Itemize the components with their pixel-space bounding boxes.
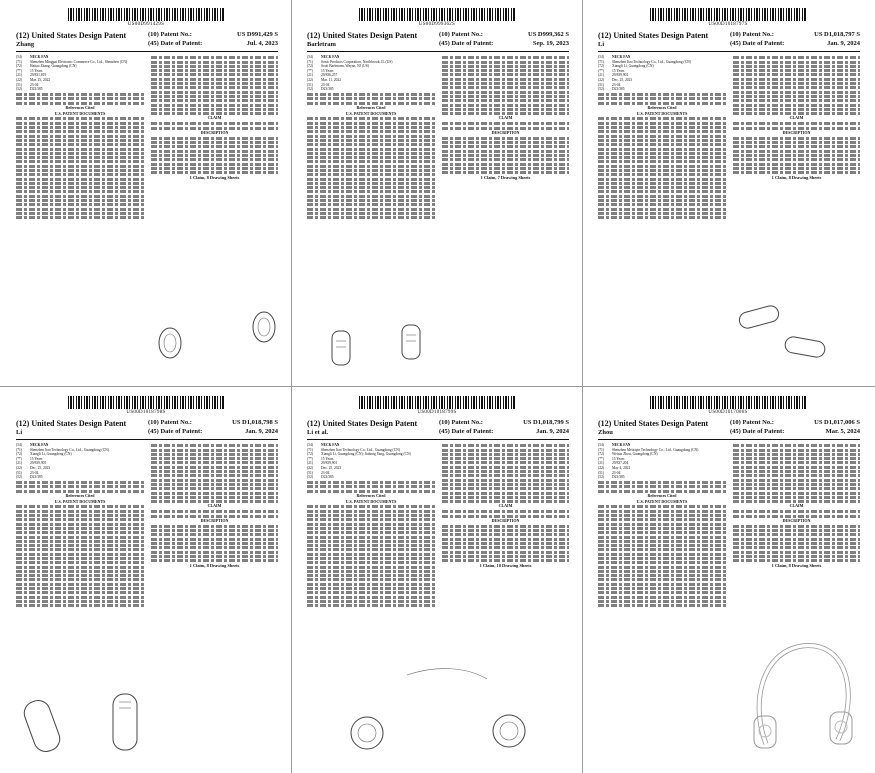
date-of-patent: Jan. 9, 2024 — [827, 40, 860, 47]
inventor-line: Zhang — [16, 41, 35, 48]
claim-heading: CLAIM — [207, 503, 222, 509]
patent-docs-heading: U.S. PATENT DOCUMENTS — [345, 498, 397, 504]
loc-class: 23-04 — [612, 470, 621, 475]
barcode-number: US00D1018798S — [126, 410, 166, 415]
inventor: Haitao Zhang, Guangdong (CN) — [30, 64, 77, 69]
patent-page — [588, 392, 868, 767]
drawing-sheets: 1 Claim, 8 Drawing Sheets — [189, 174, 240, 180]
inventor: Weixin Zhou, Guangdong (CN) — [612, 452, 658, 457]
patent-number: US D1,018,798 S — [232, 419, 278, 426]
header-rule — [307, 51, 569, 52]
filed-date: May 4, 2022 — [612, 465, 631, 470]
references-heading: References Cited — [356, 492, 386, 498]
patent-number: US D1,018,797 S — [814, 31, 860, 38]
header-rule — [16, 51, 278, 52]
header-rule — [598, 51, 860, 52]
application-number: 29/839,901 — [321, 461, 338, 466]
loc-class: 23-04 — [612, 82, 621, 87]
application-number: 29/831,819 — [30, 73, 47, 78]
patent-page — [6, 4, 286, 379]
barcode — [650, 8, 806, 21]
applicant: Shenzhen Jiao Technology Co., Ltd., Guangdong (CN) — [321, 447, 400, 452]
application-number: 29/836,257 — [321, 73, 338, 78]
title-text: United States Design Patent — [322, 31, 418, 40]
inventor-line: Li — [598, 41, 605, 48]
loc-class: 23-04 — [30, 82, 39, 87]
barcode-number: US00D999362S — [418, 22, 456, 27]
patent-number: US D1,017,006 S — [814, 419, 860, 426]
applicant: Sonic Products Corporation, Northbrook, IL (US) — [321, 59, 393, 64]
drawing-sheets: 1 Claim, 7 Drawing Sheets — [480, 174, 531, 180]
claim-column — [442, 55, 569, 180]
loc-class: 23-04 — [321, 82, 330, 87]
date-of-patent: Mar. 5, 2024 — [825, 428, 860, 435]
bibliographic-column: (54) NECK FAN (71) Shenzhen Jiao Technology Co., Ltd., Guangdong (CN) (72) Xiangli Li, Guangdong (CN) (**) 15 Years (21) 29/839,902 (22) Dec. 25, 2023 (51) 23-04 (52) D23/385 References Cited U.S. PATENT DOCUMENTS — [598, 55, 726, 221]
barcode-number: US00D1018799S — [417, 410, 457, 415]
bibliographic-column: (54) NECK FAN (71) Shenzhen Jiao Technology Co., Ltd., Guangdong (CN) (72) Xiangli Li, Guangdong (CN) (**) 15 Years (21) 29/839,905 (22) Dec. 25, 2023 (51) 23-04 (52) D23/385 References Cited U.S. PATENT DOCUMENTS — [16, 443, 144, 609]
patent-no-label: (10) Patent No.: — [439, 31, 483, 38]
patent-no-label: (10) Patent No.: — [730, 419, 774, 426]
inventor: Xiangli Li, Guangdong (CN) — [612, 64, 654, 69]
filed-date: Dec. 25, 2023 — [30, 465, 51, 470]
patent-number-block — [148, 31, 278, 49]
neck-fan-drawing — [146, 239, 281, 369]
date-of-patent: Jan. 9, 2024 — [245, 428, 278, 435]
barcode-number: US00D991429S — [127, 22, 165, 27]
inventor: Xiangli Li, Guangdong (CN); Jiahong Yang, Guangdong (CN) — [321, 452, 411, 457]
design-title: NECK FAN — [30, 55, 49, 59]
patent-docs-heading: U.S. PATENT DOCUMENTS — [345, 110, 397, 116]
patent-number-block — [439, 31, 569, 49]
header-rule — [307, 439, 569, 440]
barcode — [650, 396, 806, 409]
patent-title: (12) United States Design Patent — [16, 31, 127, 40]
applicant: Shenzhen Meixiqin Technology Co., Ltd., Guangdong (CN) — [612, 447, 699, 452]
references-heading: References Cited — [647, 492, 677, 498]
title-text: United States Design Patent — [613, 419, 709, 428]
barcode — [68, 396, 224, 409]
title-text: United States Design Patent — [31, 419, 127, 428]
row-divider — [0, 386, 875, 387]
inventor: Scott Barletram, Wayne, NJ (US) — [321, 64, 369, 69]
claim-heading: CLAIM — [498, 503, 513, 509]
patent-docs-heading: U.S. PATENT DOCUMENTS — [636, 110, 688, 116]
design-title: NECK FAN — [321, 55, 340, 59]
neck-fan-drawing — [312, 249, 437, 374]
inventor-line: Barletram — [307, 41, 336, 48]
barcode-number: US00D1018797S — [708, 22, 748, 27]
term: 15 Years — [612, 456, 625, 461]
claim-heading: CLAIM — [789, 115, 804, 121]
claim-column — [733, 55, 860, 180]
application-number: 29/837,204 — [612, 461, 629, 466]
patent-no-label: (10) Patent No.: — [148, 31, 192, 38]
description-heading: DESCRIPTION — [200, 517, 229, 523]
us-class: D23/385 — [321, 475, 334, 480]
filed-date: Dec. 25, 2023 — [612, 77, 633, 82]
claim-heading: CLAIM — [207, 115, 222, 121]
patent-docs-heading: U.S. PATENT DOCUMENTS — [54, 498, 106, 504]
references-heading: References Cited — [356, 104, 386, 110]
barcode-number: US00D1017006S — [708, 410, 748, 415]
header-rule — [16, 439, 278, 440]
date-of-patent: Jan. 9, 2024 — [536, 428, 569, 435]
us-class: D23/385 — [30, 87, 43, 92]
patent-title: (12) United States Design Patent — [598, 31, 709, 40]
drawing-sheets: 1 Claim, 8 Drawing Sheets — [189, 562, 240, 568]
patent-title: (12) United States Design Patent — [598, 419, 709, 428]
filed-date: Dec. 25, 2023 — [321, 465, 342, 470]
term: 15 Years — [321, 68, 334, 73]
date-label: (45) Date of Patent: — [730, 40, 785, 47]
application-number: 29/839,905 — [30, 461, 47, 466]
date-label: (45) Date of Patent: — [439, 428, 494, 435]
term: 15 Years — [612, 68, 625, 73]
drawing-sheets: 1 Claim, 8 Drawing Sheets — [771, 174, 822, 180]
references-heading: References Cited — [647, 104, 677, 110]
references-heading: References Cited — [65, 492, 95, 498]
patent-number: US D999,362 S — [528, 31, 569, 38]
applicant: Shenzhen Jiao Technology Co., Ltd., Guangdong (CN) — [30, 447, 109, 452]
header-rule — [598, 439, 860, 440]
description-heading: DESCRIPTION — [491, 129, 520, 135]
patent-page — [6, 392, 286, 767]
patent-title: (12) United States Design Patent — [16, 419, 127, 428]
date-label: (45) Date of Patent: — [148, 40, 203, 47]
barcode — [359, 396, 515, 409]
patent-docs-heading: U.S. PATENT DOCUMENTS — [54, 110, 106, 116]
term: 15 Years — [321, 456, 334, 461]
patent-page — [297, 392, 577, 767]
title-text: United States Design Patent — [31, 31, 127, 40]
patent-page — [588, 4, 868, 379]
date-label: (45) Date of Patent: — [148, 428, 203, 435]
claim-heading: CLAIM — [498, 115, 513, 121]
patent-number-block — [730, 31, 860, 49]
neck-fan-drawing — [733, 249, 863, 364]
claim-column — [151, 55, 278, 180]
drawing-sheets: 1 Claim, 8 Drawing Sheets — [771, 562, 822, 568]
description-heading: DESCRIPTION — [782, 129, 811, 135]
patent-no-label: (10) Patent No.: — [148, 419, 192, 426]
bibliographic-column: (54) NECK FAN (71) Sonic Products Corporation, Northbrook, IL (US) (72) Scott Barletram, Wayne, NJ (US) (**) 15 Years (21) 29/836,257 (22) Mar. 11, 2022 (51) 23-04 (52) D23/385 References Cited U.S. PATENT DOCUMENTS — [307, 55, 435, 221]
filed-date: Mar. 11, 2022 — [321, 77, 342, 82]
claim-column — [151, 443, 278, 568]
patent-number: US D1,018,799 S — [523, 419, 569, 426]
loc-class: 23-04 — [321, 470, 330, 475]
patent-docs-heading: U.S. PATENT DOCUMENTS — [636, 498, 688, 504]
patent-page — [297, 4, 577, 379]
loc-class: 23-04 — [30, 470, 39, 475]
title-text: United States Design Patent — [322, 419, 418, 428]
inventor-line: Li — [16, 429, 23, 436]
date-label: (45) Date of Patent: — [439, 40, 494, 47]
patent-title: (12) United States Design Patent — [307, 31, 418, 40]
claim-column — [442, 443, 569, 568]
patent-number: US D991,429 S — [237, 31, 278, 38]
date-of-patent: Jul. 4, 2023 — [246, 40, 278, 47]
design-title: NECK FAN — [612, 55, 631, 59]
us-class: D23/385 — [612, 475, 625, 480]
inventor: Xiangli Li, Guangdong (CN) — [30, 452, 72, 457]
barcode — [68, 8, 224, 21]
patent-title: (12) United States Design Patent — [307, 419, 418, 428]
date-label: (45) Date of Patent: — [730, 428, 785, 435]
date-of-patent: Sep. 19, 2023 — [532, 40, 569, 47]
patent-number-block — [148, 419, 278, 437]
description-heading: DESCRIPTION — [782, 517, 811, 523]
term: 15 Years — [30, 456, 43, 461]
applicant: Shenzhen Jiao Technology Co., Ltd., Guangdong (CN) — [612, 59, 691, 64]
design-title: NECK FAN — [612, 443, 631, 447]
bibliographic-column: (54) NECK FAN (71) Shenzhen Meixiqin Technology Co., Ltd., Guangdong (CN) (72) Weixin Zhou, Guangdong (CN) (**) 15 Years (21) 29/837,204 (22) May 4, 2022 (51) 23-04 (52) D23/385 References Cited U.S. PATENT DOCUMENTS — [598, 443, 726, 609]
patent-number-block — [730, 419, 860, 437]
filed-date: Mar. 25, 2022 — [30, 77, 51, 82]
bibliographic-column: (54) NECK FAN (71) Shenzhen Mingpai Electronic Commerce Co., Ltd., Shenzhen (CN) (72) Haitao Zhang, Guangdong (CN) (**) 15 Years (21) 29/831,819 (22) Mar. 25, 2022 (51) 23-04 (52) D23/385 References Cited U.S. PATENT DOCUMENTS — [16, 55, 144, 221]
neck-fan-drawing — [337, 657, 537, 762]
bibliographic-column: (54) NECK FAN (71) Shenzhen Jiao Technology Co., Ltd., Guangdong (CN) (72) Xiangli Li, Guangdong (CN); Jiahong Yang, Guangdong (CN) (**) 15 Years (21) 29/839,901 (22) Dec. 25, 2023 (51) 23-04 (52) D23/385 References Cited U.S. PATENT DOCUMENTS — [307, 443, 435, 609]
barcode — [359, 8, 515, 21]
design-title: NECK FAN — [30, 443, 49, 447]
us-class: D23/385 — [321, 87, 334, 92]
neck-fan-drawing — [738, 632, 863, 762]
inventor-line: Zhou — [598, 429, 613, 436]
patent-no-label: (10) Patent No.: — [439, 419, 483, 426]
references-heading: References Cited — [65, 104, 95, 110]
applicant: Shenzhen Mingpai Electronic Commerce Co., Ltd., Shenzhen (CN) — [30, 59, 128, 64]
patent-no-label: (10) Patent No.: — [730, 31, 774, 38]
title-text: United States Design Patent — [613, 31, 709, 40]
claim-column — [733, 443, 860, 568]
claim-heading: CLAIM — [789, 503, 804, 509]
patent-number-block — [439, 419, 569, 437]
inventor-line: Li et al. — [307, 429, 329, 436]
term: 15 Years — [30, 68, 43, 73]
us-class: D23/385 — [30, 475, 43, 480]
drawing-sheets: 1 Claim, 10 Drawing Sheets — [479, 562, 532, 568]
application-number: 29/839,902 — [612, 73, 629, 78]
description-heading: DESCRIPTION — [491, 517, 520, 523]
design-title: NECK FAN — [321, 443, 340, 447]
us-class: D23/385 — [612, 87, 625, 92]
neck-fan-drawing — [21, 642, 151, 764]
description-heading: DESCRIPTION — [200, 129, 229, 135]
